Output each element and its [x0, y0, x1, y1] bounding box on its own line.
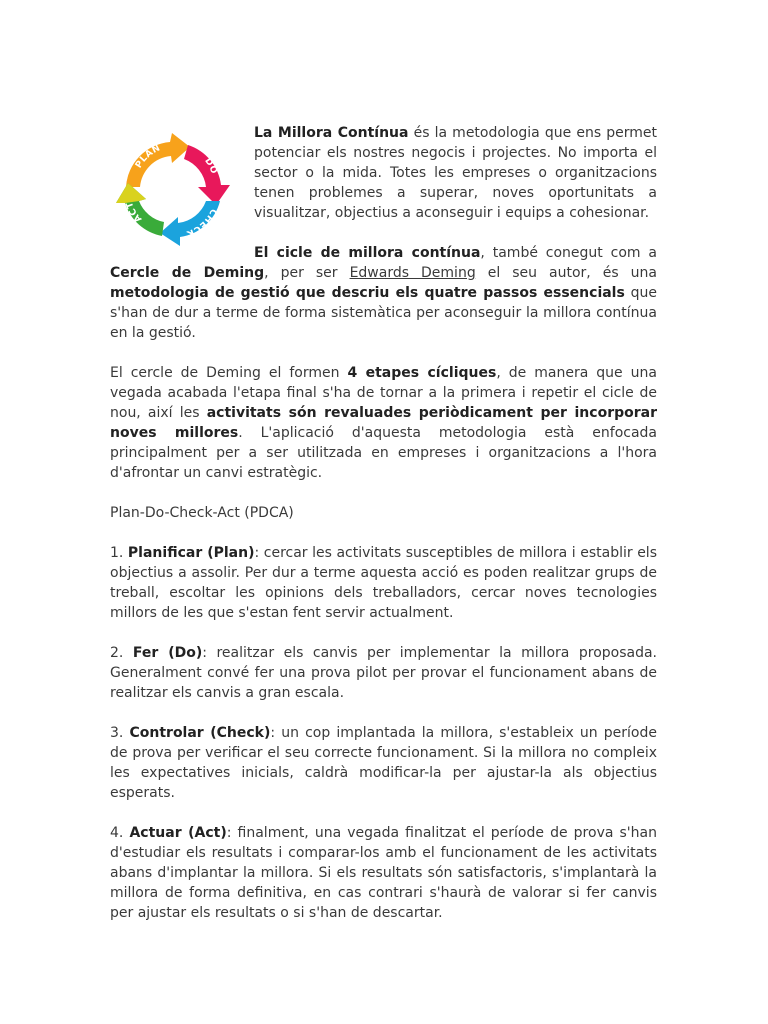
do-label: DO [202, 156, 219, 176]
pdca-cycle-diagram [108, 125, 238, 255]
cycle-bold-3: metodologia de gestió que descriu els quatre passos essencials [110, 285, 625, 301]
act-accent-segment [116, 183, 146, 203]
deming-text-3: . L'aplicació d'aquesta metodologia està enfocada principalment per a ser utilitzada en empreses i organitzacions a l'hora d'afrontar un canvi estratègic. [110, 425, 657, 481]
step-text: : un cop implantada la millora, s'estableix un període de prova per verificar el seu correcte funcionament. Si la millora no compleix les expectatives inicials, caldrà modificar-la per ajustar-la als objectius esperats. [110, 725, 658, 801]
step-number: 2. [110, 645, 133, 661]
step-plan [110, 543, 657, 623]
document-content [110, 123, 657, 943]
step-act [110, 823, 657, 923]
cycle-text-3: el seu autor, és una [475, 265, 657, 281]
plan-label: PLAN [133, 143, 163, 171]
cycle-text-2: , per ser [264, 265, 350, 281]
act-segment [116, 183, 164, 236]
step-title: Actuar (Act) [129, 825, 227, 841]
deming-bold-1: 4 etapes cícliques [347, 365, 497, 381]
step-text: : cercar les activitats susceptibles de millora i establir els objectius a assolir. Per dur a terme aquesta acció es poden realitzar grups de treball, escoltar les opinions dels treballadors, cercar noves tecnologies millors de les que s'estan fent servir actualment. [110, 545, 657, 621]
intro-title: La Millora Contínua [254, 125, 409, 141]
cycle-text-4: que s'han de dur a terme de forma sistemàtica per aconseguir la millora contínua en la gestió. [110, 285, 658, 341]
check-label: CHECK [184, 206, 219, 239]
pdca-cycle-svg [108, 125, 238, 255]
step-title: Controlar (Check) [129, 725, 271, 741]
do-segment [184, 145, 230, 205]
deming-bold-2: activitats són revaluades periòdicament per incorporar noves millores [110, 405, 657, 441]
pdca-heading: Plan-Do-Check-Act (PDCA) [110, 505, 294, 521]
intro-text: és la metodologia que ens permet potenciar els nostres negocis i projectes. No importa el sector o la mida. Totes les empreses o organitzacions tenen problemes a superar, noves oportunitats a visualitzar, objectius a aconseguir i equips a cohesionar. [254, 125, 657, 221]
deming-text-1: El cercle de Deming el formen [110, 365, 348, 381]
step-title: Planificar (Plan) [127, 545, 255, 561]
cycle-paragraph [110, 243, 657, 343]
plan-segment [126, 133, 190, 187]
step-number: 4. [110, 825, 130, 841]
step-do [110, 643, 657, 703]
act-label: ACT [124, 199, 145, 224]
deming-text-2: , de manera que una vegada acabada l'etapa final s'ha de tornar a la primera i repetir el cicle de nou, així les [110, 365, 657, 421]
step-text: : realitzar els canvis per implementar la millora proposada. Generalment convé fer una prova pilot per provar el funcionament abans de realitzar els canvis a gran escala. [110, 645, 658, 701]
deming-paragraph [110, 363, 657, 483]
cycle-bold-1: El cicle de millora contínua [254, 245, 481, 261]
edwards-deming-link[interactable]: Edwards Deming [349, 265, 476, 281]
intro-paragraph [110, 123, 657, 239]
step-number: 3. [110, 725, 130, 741]
cycle-bold-2: Cercle de Deming [110, 265, 265, 281]
step-text: : finalment, una vegada finalitzat el període de prova s'han d'estudiar els resultats i comparar-los amb el funcionament de les activitats abans d'implantar la millora. Si els resultats són satisfactoris, s'implantarà la millora de forma definitiva, en cas contrari s'haurà de valorar si fer canvis per ajustar els resultats o si s'han de descartar. [110, 825, 657, 921]
step-check [110, 723, 657, 803]
step-number: 1. [110, 545, 128, 561]
step-title: Fer (Do) [132, 645, 203, 661]
cycle-text-1: , també conegut com a [480, 245, 657, 261]
